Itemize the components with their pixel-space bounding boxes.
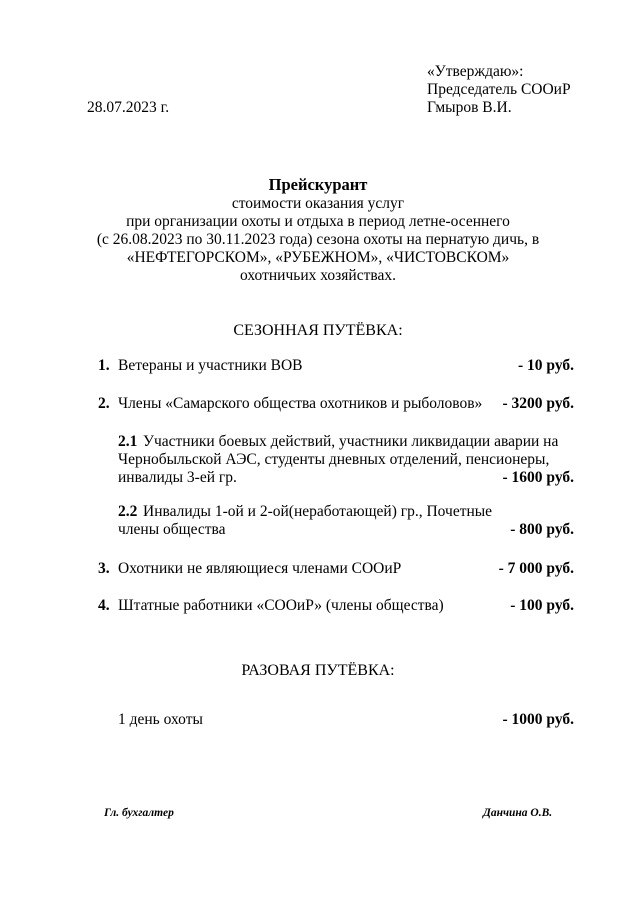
subitem-number: 2.2 bbox=[118, 503, 138, 520]
subitem-line: Чернобыльской АЭС, студенты дневных отделений, пенсионеры, bbox=[118, 451, 550, 468]
accountant-name: Данчина О.В. bbox=[483, 807, 553, 819]
document-date: 28.07.2023 г. bbox=[87, 99, 170, 116]
approval-label: «Утверждаю»: bbox=[427, 63, 524, 80]
subitem-line: Участники боевых действий, участники ликвидации аварии на bbox=[143, 433, 559, 450]
item-label: Охотники не являющиеся членами СООиР bbox=[118, 560, 402, 577]
item-price: - 100 руб. bbox=[510, 597, 574, 614]
approver-name: Гмыров В.И. bbox=[427, 99, 512, 116]
single-heading: РАЗОВАЯ ПУТЁВКА: bbox=[241, 662, 395, 679]
item-number: 4. bbox=[98, 597, 110, 614]
document-title: Прейскурант bbox=[268, 175, 368, 194]
single-item-label: 1 день охоты bbox=[118, 711, 203, 728]
item-price: - 10 руб. bbox=[518, 357, 574, 374]
title-line-5: охотничьих хозяйствах. bbox=[240, 267, 396, 284]
item-number: 1. bbox=[98, 357, 110, 374]
item-price: - 7 000 руб. bbox=[498, 560, 574, 577]
item-label: Ветераны и участники ВОВ bbox=[118, 357, 303, 374]
item-label: Штатные работники «СООиР» (члены общества) bbox=[118, 597, 444, 614]
item-number: 2. bbox=[98, 395, 110, 412]
subitem-line: члены общества bbox=[118, 521, 226, 538]
seasonal-heading: СЕЗОННАЯ ПУТЁВКА: bbox=[233, 322, 403, 339]
title-line-4: «НЕФТЕГОРСКОМ», «РУБЕЖНОМ», «ЧИСТОВСКОМ» bbox=[126, 249, 510, 266]
approver-position: Председатель СООиР bbox=[427, 81, 571, 98]
subitem-price: - 1600 руб. bbox=[502, 469, 574, 486]
item-price: - 3200 руб. bbox=[502, 395, 574, 412]
title-line-2: при организации охоты и отдыха в период летне-осеннего bbox=[126, 213, 510, 230]
item-label: Члены «Самарского общества охотников и рыболовов» bbox=[118, 395, 483, 412]
title-line-3: (с 26.08.2023 по 30.11.2023 года) сезона охоты на пернатую дичь, в bbox=[96, 231, 540, 248]
subitem-line: инвалиды 3-ей гр. bbox=[118, 469, 237, 486]
subitem-line: Инвалиды 1-ой и 2-ой(неработающей) гр., Почетные bbox=[143, 503, 493, 520]
subitem-number: 2.1 bbox=[118, 433, 138, 450]
single-item-price: - 1000 руб. bbox=[502, 711, 574, 728]
item-number: 3. bbox=[98, 560, 110, 577]
subitem-price: - 800 руб. bbox=[510, 521, 574, 538]
title-line-1: стоимости оказания услуг bbox=[231, 195, 405, 212]
accountant-role: Гл. бухгалтер bbox=[104, 807, 174, 819]
